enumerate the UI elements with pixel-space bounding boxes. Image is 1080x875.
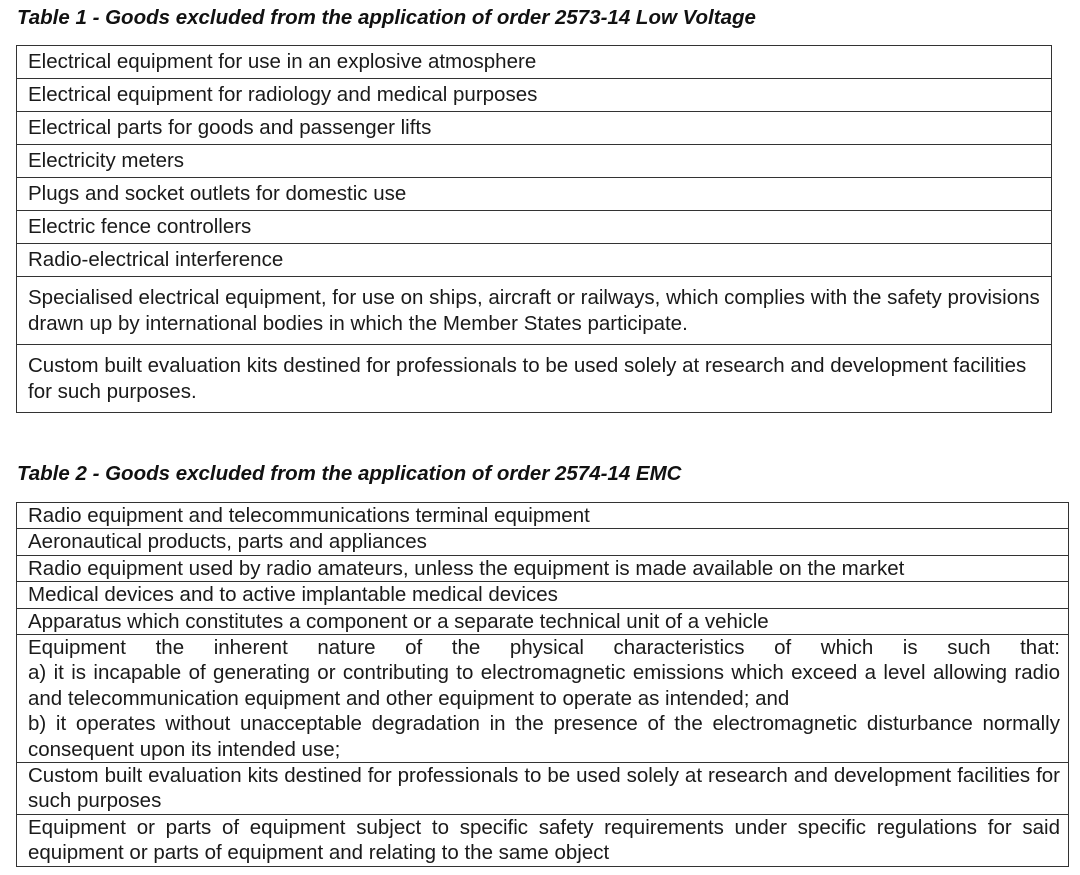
table-emc-exclusions (16, 502, 1069, 867)
table-row (17, 555, 1069, 581)
table-cell: Custom built evaluation kits destined for professionals to be used solely at research and development facilities for such purposes. (17, 345, 1052, 413)
equipment-condition-a: a) it is incapable of generating or contributing to electromagnetic emissions which exceed a level allowing radio and telecommunication equipment and other equipment to operate as intended; and (28, 661, 1060, 710)
table-cell (17, 635, 1069, 763)
table-row (17, 763, 1069, 815)
table-cell: Radio equipment and telecommunications terminal equipment (17, 503, 1069, 529)
table-row (17, 277, 1052, 345)
table-row (17, 79, 1052, 112)
table-row (17, 503, 1069, 529)
table-row (17, 814, 1069, 866)
table-cell: Aeronautical products, parts and appliances (17, 529, 1069, 555)
table-row (17, 244, 1052, 277)
table2-caption: Table 2 - Goods excluded from the application of order 2574-14 EMC (17, 462, 682, 485)
table-cell: Plugs and socket outlets for domestic use (17, 178, 1052, 211)
table-row (17, 112, 1052, 145)
table-cell: Specialised electrical equipment, for use on ships, aircraft or railways, which complies with the safety provisions drawn up by international bodies in which the Member States participate. (17, 277, 1052, 345)
table-cell: Electricity meters (17, 145, 1052, 178)
table-row (17, 608, 1069, 634)
table-cell: Medical devices and to active implantable medical devices (17, 582, 1069, 608)
table-row (17, 211, 1052, 244)
table-cell: Electric fence controllers (17, 211, 1052, 244)
equipment-condition-b: b) it operates without unacceptable degradation in the presence of the electromagnetic disturbance normally consequent upon its intended use; (28, 712, 1060, 761)
table1-caption: Table 1 - Goods excluded from the application of order 2573-14 Low Voltage (17, 6, 756, 29)
table-cell: Apparatus which constitutes a component or a separate technical unit of a vehicle (17, 608, 1069, 634)
table-cell: Equipment or parts of equipment subject to specific safety requirements under specific regulations for said equipment or parts of equipment and relating to the same object (17, 814, 1069, 866)
table-row (17, 635, 1069, 763)
table-cell: Electrical parts for goods and passenger lifts (17, 112, 1052, 145)
table-row (17, 145, 1052, 178)
table-cell: Electrical equipment for use in an explosive atmosphere (17, 46, 1052, 79)
table-row (17, 582, 1069, 608)
table-cell: Radio equipment used by radio amateurs, unless the equipment is made available on the market (17, 555, 1069, 581)
table-low-voltage-exclusions (16, 45, 1052, 413)
table-cell: Electrical equipment for radiology and medical purposes (17, 79, 1052, 112)
table-cell: Custom built evaluation kits destined for professionals to be used solely at research and development facilities for such purposes (17, 763, 1069, 815)
table-row (17, 46, 1052, 79)
table-cell: Radio-electrical interference (17, 244, 1052, 277)
table-row (17, 178, 1052, 211)
equipment-condition-intro: Equipment the inherent nature of the physical characteristics of which is such that: (28, 636, 1060, 660)
table-row (17, 345, 1052, 413)
table-row (17, 529, 1069, 555)
